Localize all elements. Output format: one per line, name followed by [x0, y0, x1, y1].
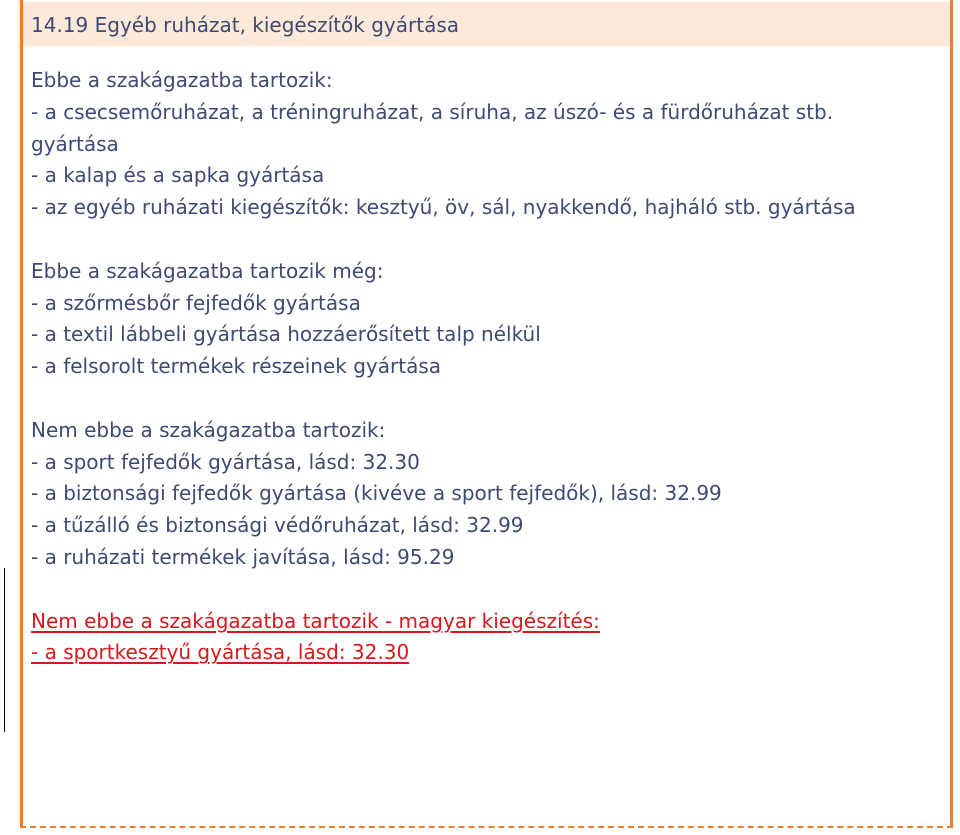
right-border: [950, 0, 953, 826]
list-item: - a kalap és a sapka gyártása: [31, 163, 325, 188]
left-border: [20, 0, 23, 826]
list-item: - a biztonsági fejfedők gyártása (kivéve a sport fejfedők), lásd: 32.99: [31, 481, 722, 506]
list-item: - a csecsemőruházat, a tréningruházat, a síruha, az úszó- és a fürdőruházat stb.: [31, 99, 834, 124]
list-item: - a szőrmésbőr fejfedők gyártása: [31, 290, 361, 315]
excludes-section: [31, 415, 946, 574]
list-item: - a ruházati termékek javítása, lásd: 95.29: [31, 544, 455, 569]
hungarian-addition-section: [31, 606, 946, 670]
list-item: - a felsorolt termékek részeinek gyártása: [31, 354, 442, 379]
excludes-heading: Nem ebbe a szakágazatba tartozik:: [31, 417, 386, 442]
section-title: 14.19 Egyéb ruházat, kiegészítők gyártása: [31, 13, 459, 37]
list-item: - az egyéb ruházati kiegészítők: kesztyű, öv, sál, nyakkendő, hajháló stb. gyártása: [31, 195, 856, 220]
hungarian-addition-heading: Nem ebbe a szakágazatba tartozik - magyar kiegészítés:: [31, 608, 600, 633]
also-includes-heading: Ebbe a szakágazatba tartozik még:: [31, 258, 384, 283]
list-item: - a sportkesztyű gyártása, lásd: 32.30: [31, 640, 410, 665]
includes-heading: Ebbe a szakágazatba tartozik:: [31, 68, 333, 92]
document-body: [31, 0, 946, 669]
list-item: - a tűzálló és biztonsági védőruházat, lásd: 32.99: [31, 513, 524, 538]
includes-section: [31, 65, 946, 224]
change-bar: [4, 568, 5, 732]
list-item: - a textil lábbeli gyártása hozzáerősített talp nélkül: [31, 322, 541, 347]
also-includes-section: [31, 256, 946, 383]
list-item: - a sport fejfedők gyártása, lásd: 32.30: [31, 449, 420, 474]
bottom-border: [20, 826, 953, 828]
list-item: gyártása: [31, 131, 119, 156]
